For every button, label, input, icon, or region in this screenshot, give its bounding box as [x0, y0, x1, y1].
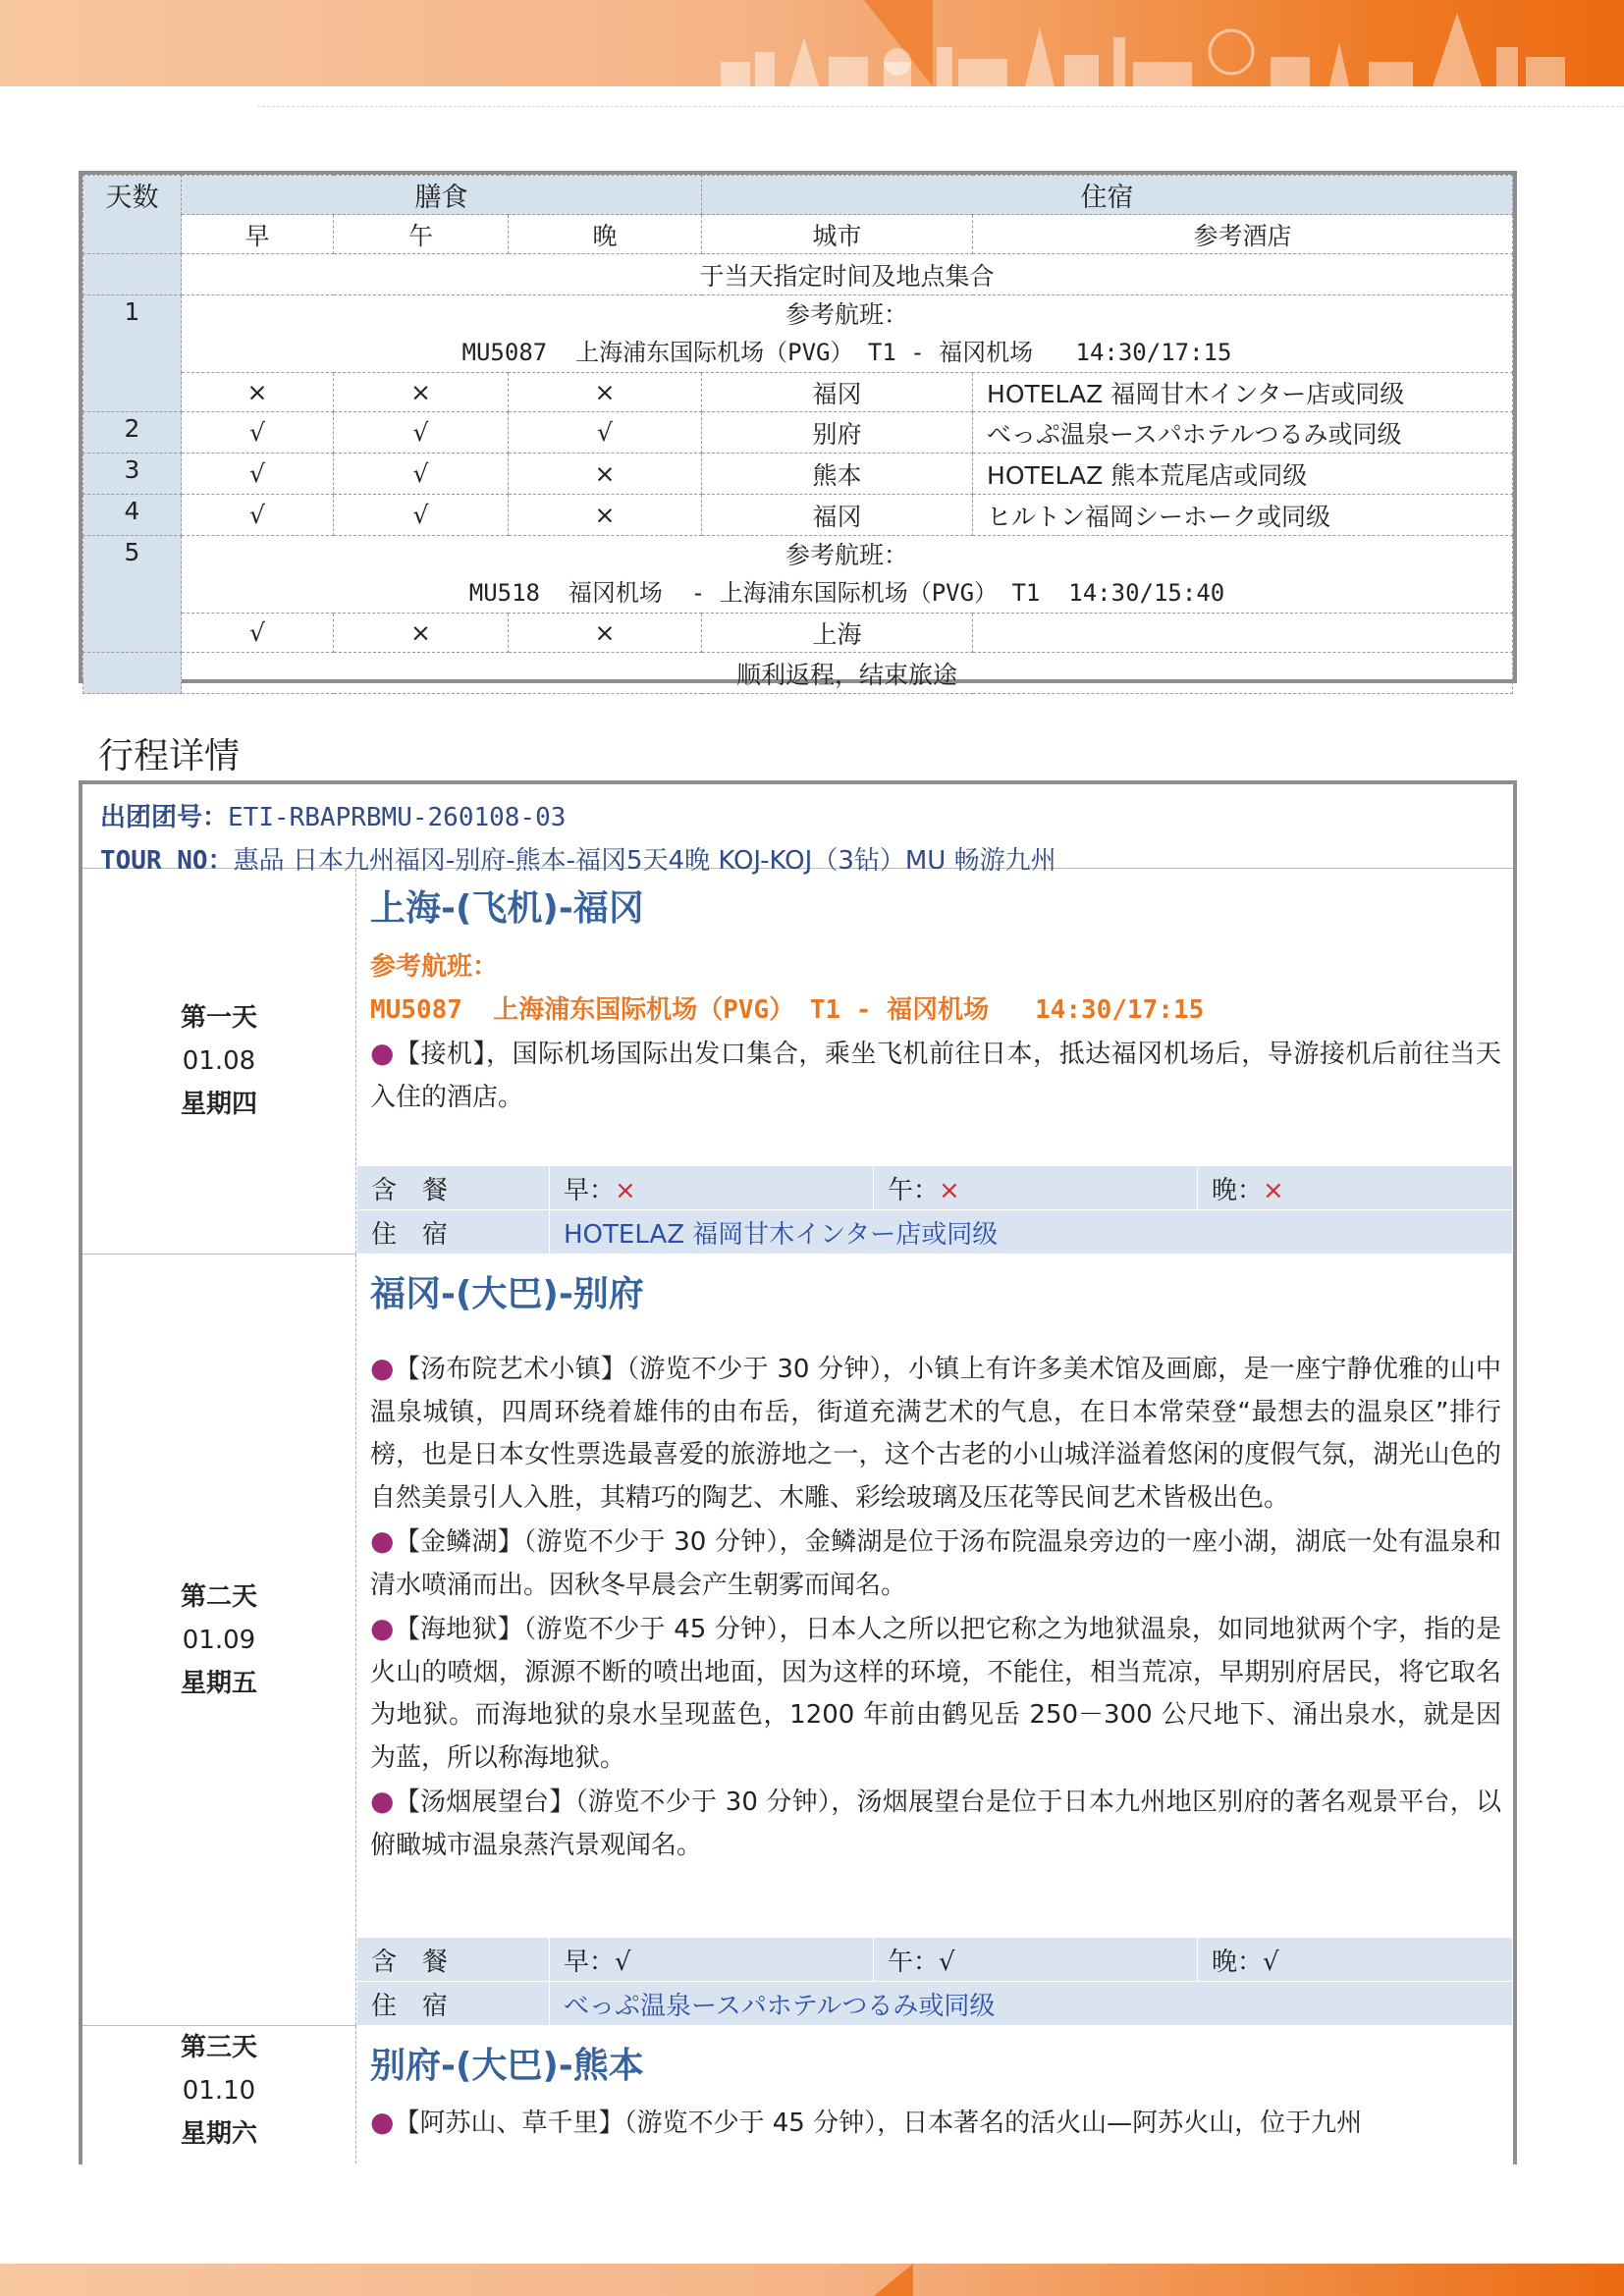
lunch-label: 午： [888, 1947, 940, 1977]
header-divider [257, 106, 1624, 107]
bullet-icon: ● [370, 2106, 395, 2138]
day-date: 01.08 [182, 1046, 256, 1076]
activity-paragraph [370, 1032, 1513, 1119]
meal-cell: √ [182, 412, 334, 454]
end-row: 顺利返程，结束旅途 [182, 653, 1513, 694]
summary-table [79, 171, 1517, 689]
activity-paragraph [370, 1520, 1513, 1607]
group-label: 出团团号： [100, 803, 229, 832]
meal-cell: × [334, 373, 509, 412]
meal-cell: √ [334, 412, 509, 454]
footer-banner [0, 2264, 1624, 2296]
day1-flight [182, 295, 1513, 373]
section-title: 行程详情 [98, 736, 241, 776]
day-weekday: 星期五 [180, 1668, 257, 1698]
activity-text: （游览不少于 45 分钟），日本著名的活火山—阿苏火山，位于九州 [623, 2109, 1363, 2138]
activity-text: （游览不少于 30 分钟），汤烟展望台是位于日本九州地区别府的著名观景平台，以俯瞰城市温泉蒸汽景观闻名。 [370, 1788, 1501, 1860]
hotel-cell [973, 614, 1513, 653]
meal-cell: √ [509, 412, 702, 454]
day-date: 01.09 [182, 1625, 256, 1655]
day-cell-empty [83, 254, 182, 295]
city-cell: 福冈 [702, 495, 973, 536]
meal-cell: √ [334, 495, 509, 536]
activity-text: （游览不少于 30 分钟），小镇上有许多美术馆及画廊，是一座宁静优雅的山中温泉城镇，四周环绕着雄伟的由布岳，街道充满艺术的气息，在日本常荣登“最想去的温泉区”排行榜，也是日本女性票选最喜爱的旅游地之一，这个古老的小山城洋溢着悠闲的度假气氛，湖光山色的自然美景引人入胜，其精巧的陶艺、木雕、彩绘玻璃及压花等民间艺术皆极出色。 [370, 1355, 1501, 1513]
meal-cell: √ [182, 454, 334, 495]
meal-label: 含 餐 [357, 1938, 550, 1982]
bullet-icon: ● [370, 1352, 395, 1384]
header-stay: 住宿 [702, 176, 1513, 215]
city-cell: 福冈 [702, 373, 973, 412]
tour-label: TOUR NO： [100, 846, 234, 876]
meal-cell: √ [334, 454, 509, 495]
flight-label: 参考航班： [370, 952, 499, 982]
city-cell: 熊本 [702, 454, 973, 495]
day5-flight [182, 536, 1513, 614]
activity-paragraph [370, 1607, 1513, 1780]
day-label: 第三天 [180, 2033, 257, 2062]
day-info [82, 2026, 356, 2163]
activity-text: （游览不少于 45 分钟），日本人之所以把它称之为地狱温泉，如同地狱两个字，指的是火山的喷烟，源源不断的喷出地面，因为这样的环境，不能住，相当荒凉，早期别府居民，将它取名为地狱。而海地狱的泉水呈现蓝色，1200 年前由鹤见岳 250－300 公尺地下、涌出泉水，就是因为蓝，所以称海地狱。 [370, 1615, 1501, 1773]
breakfast-cell [550, 1938, 874, 1982]
header-city: 城市 [702, 215, 973, 254]
day-cell-empty [83, 653, 182, 694]
meal-cell: × [509, 373, 702, 412]
activity-text: ，国际机场国际出发口集合，乘坐飞机前往日本，抵达福冈机场后，导游接机后前往当天入住的酒店。 [370, 1040, 1501, 1112]
city-cell: 上海 [702, 614, 973, 653]
bullet-icon: ● [370, 1037, 395, 1069]
stay-label: 住 宿 [357, 1210, 550, 1255]
day-number-1: 1 [83, 295, 182, 412]
tour-info [82, 784, 1513, 876]
day-row-3 [82, 2026, 1513, 2163]
lunch-label: 午： [888, 1175, 940, 1205]
breakfast-value: × [615, 1175, 636, 1205]
meal-stay-table [356, 1165, 1513, 1255]
day-info [82, 1255, 356, 2025]
dinner-label: 晚： [1212, 1175, 1264, 1205]
meal-label: 含 餐 [357, 1166, 550, 1210]
activity-title: 【接机】 [394, 1040, 487, 1069]
flight-detail: MU5087 上海浦东国际机场（PVG） T1 - 福冈机场 14:30/17:15 [370, 995, 1205, 1025]
day-content [356, 1255, 1513, 2025]
route-title: 别府-(大巴)-熊本 [370, 2046, 644, 2086]
day-number-5: 5 [83, 536, 182, 653]
city-skyline-icon [701, 8, 1585, 86]
hotel-cell: ヒルトン福岡シーホーク或同级 [973, 495, 1513, 536]
footer-wedge [874, 2264, 913, 2296]
dinner-value: × [1263, 1175, 1284, 1205]
day-weekday: 星期四 [180, 1090, 257, 1119]
lunch-cell [874, 1938, 1198, 1982]
day-label: 第二天 [180, 1581, 257, 1612]
day1-flight-detail: MU5087 上海浦东国际机场（PVG） T1 - 福冈机场 14:30/17:15 [461, 339, 1232, 366]
bullet-icon: ● [370, 1524, 395, 1557]
breakfast-value: √ [615, 1947, 631, 1977]
day-content [356, 869, 1513, 1254]
dinner-cell [1198, 1166, 1513, 1210]
tour-name: 惠品 日本九州福冈-别府-熊本-福冈5天4晚 KOJ-KOJ（3钻）MU 畅游九州 [233, 846, 1056, 876]
day5-flight-label: 参考航班： [785, 541, 908, 569]
lunch-cell [874, 1166, 1198, 1210]
city-cell: 别府 [702, 412, 973, 454]
day-number-2: 2 [83, 412, 182, 454]
itinerary-table [79, 780, 1517, 2164]
header-lunch: 午 [334, 215, 509, 254]
day5-flight-detail: MU518 福冈机场 - 上海浦东国际机场（PVG） T1 14:30/15:40 [468, 579, 1225, 607]
breakfast-cell [550, 1166, 874, 1210]
day-row-2 [82, 1255, 1513, 2026]
group-number-line [100, 796, 1513, 839]
activity-text: （游览不少于 30 分钟），金鳞湖是位于汤布院温泉旁边的一座小湖，湖底一处有温泉和清水喷涌而出。因秋冬早晨会产生朝雾而闻名。 [370, 1527, 1501, 1600]
meal-cell: √ [182, 495, 334, 536]
day-content [356, 2026, 1513, 2163]
meal-cell: × [182, 373, 334, 412]
activity-title: 【海地狱】 [394, 1615, 524, 1644]
activity-title: 【汤布院艺术小镇】 [394, 1355, 627, 1384]
activity-title: 【阿苏山、草千里】 [394, 2109, 624, 2138]
stay-label: 住 宿 [357, 1982, 550, 2026]
dinner-label: 晚： [1212, 1947, 1264, 1977]
route-title: 福冈-(大巴)-别府 [370, 1274, 644, 1314]
dinner-cell [1198, 1938, 1513, 1982]
activity-paragraph [370, 1347, 1513, 1520]
day-weekday: 星期六 [180, 2119, 257, 2149]
day-row-1 [82, 869, 1513, 1255]
header-hotel: 参考酒店 [973, 215, 1513, 254]
day-info [82, 869, 356, 1254]
day-label: 第一天 [180, 1003, 257, 1033]
bullet-icon: ● [370, 1785, 395, 1817]
header-meals: 膳食 [182, 176, 702, 215]
header-days: 天数 [83, 176, 182, 254]
gather-row: 于当天指定时间及地点集合 [182, 254, 1513, 295]
group-number: ETI-RBAPRBMU-260108-03 [228, 803, 567, 832]
meal-cell: × [509, 454, 702, 495]
bullet-icon: ● [370, 1612, 395, 1644]
breakfast-label: 早： [564, 1175, 616, 1205]
hotel-name: べっぷ温泉ースパホテルつるみ或同级 [550, 1982, 1513, 2026]
activity-paragraph [370, 2101, 1513, 2146]
header-banner [0, 0, 1624, 86]
day-number-3: 3 [83, 454, 182, 495]
meal-cell: × [509, 614, 702, 653]
activity-title: 【汤烟展望台】 [394, 1788, 575, 1817]
meal-stay-table [356, 1937, 1513, 2026]
hotel-cell: HOTELAZ 福岡甘木インター店或同级 [973, 373, 1513, 412]
hotel-cell: べっぷ温泉ースパホテルつるみ或同级 [973, 412, 1513, 454]
header-dinner: 晚 [509, 215, 702, 254]
lunch-value: √ [939, 1947, 955, 1977]
meal-cell: √ [182, 614, 334, 653]
day1-flight-label: 参考航班： [785, 300, 908, 329]
breakfast-label: 早： [564, 1947, 616, 1977]
meal-cell: × [509, 495, 702, 536]
dinner-value: √ [1263, 1947, 1279, 1977]
day-date: 01.10 [182, 2076, 256, 2106]
hotel-name: HOTELAZ 福岡甘木インター店或同级 [550, 1210, 1513, 1255]
route-title: 上海-(飞机)-福冈 [370, 888, 644, 929]
activity-title: 【金鳞湖】 [394, 1527, 524, 1557]
meal-cell: × [334, 614, 509, 653]
lunch-value: × [939, 1175, 960, 1205]
day-number-4: 4 [83, 495, 182, 536]
hotel-cell: HOTELAZ 熊本荒尾店或同级 [973, 454, 1513, 495]
header-breakfast: 早 [182, 215, 334, 254]
activity-paragraph [370, 1780, 1513, 1867]
